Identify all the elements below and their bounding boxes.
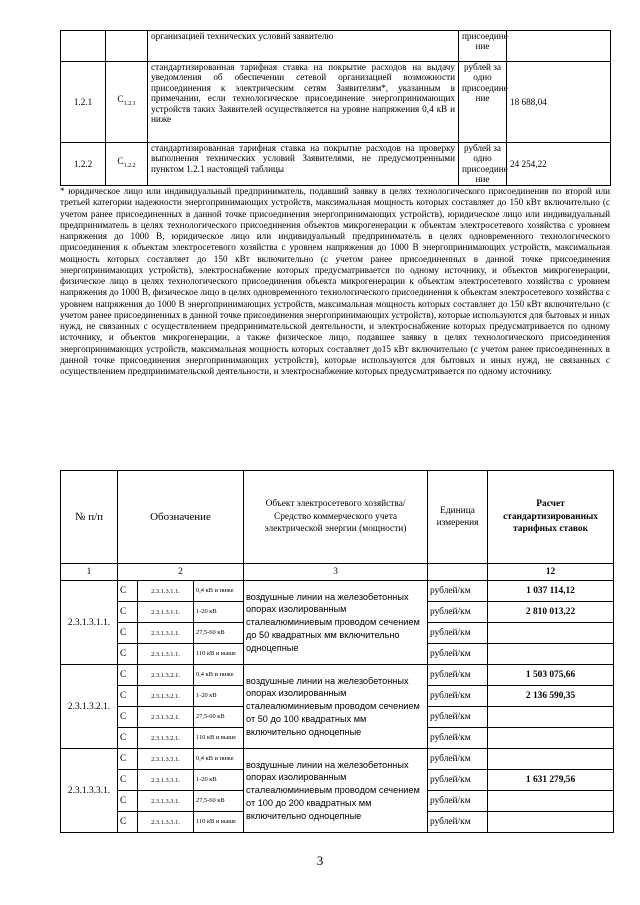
group-number: 2.3.1.3.3.1. — [61, 749, 118, 833]
header-object: Объект электросетевого хозяйства/ Средство коммерческого учета электрической энергии (мощности) — [244, 471, 428, 564]
cell-value — [488, 644, 614, 665]
header-unit: Единица измерения — [428, 471, 488, 564]
cell-value — [488, 728, 614, 749]
cell-value: 1 503 075,66 — [488, 665, 614, 686]
cell-unit: рублей/км — [428, 686, 488, 707]
table-header-row — [61, 471, 614, 564]
table-row — [61, 62, 611, 143]
cell-voltage: 0,4 кВ и ниже — [194, 749, 244, 770]
cell-unit: рублей/км — [428, 707, 488, 728]
cell-c: C — [118, 686, 138, 707]
cell-code: 2.3.1.3.1.1. — [138, 602, 194, 623]
cell — [106, 31, 148, 62]
cell-code: 2.3.1.3.2.1. — [138, 707, 194, 728]
cell-c: C — [118, 665, 138, 686]
cell-c: C — [118, 623, 138, 644]
group-number: 2.3.1.3.1.1. — [61, 581, 118, 665]
cell-voltage: 110 кВ и выше — [194, 728, 244, 749]
cell-description: организацией технических условий заявителю — [148, 31, 459, 62]
cell-unit: рублей/км — [428, 749, 488, 770]
cell-unit: рублей/км — [428, 770, 488, 791]
cell-unit: рублей/км — [428, 623, 488, 644]
cell-value: 24 254,22 — [507, 143, 611, 186]
cell-value: 1 631 279,56 — [488, 770, 614, 791]
cell-description: стандартизированная тарифная ставка на покрытие расходов на проверку выполнения технических условий Заявителями, не предусмотренными пунктом 1.2.1 настоящей таблицы — [148, 143, 459, 186]
cell-code: 2.3.1.3.2.1. — [138, 665, 194, 686]
header-number: № п/п — [61, 471, 118, 564]
cell-voltage: 27,5-60 кВ — [194, 623, 244, 644]
code-letter: C — [117, 156, 124, 167]
cell-code: 2.3.1.3.2.1. — [138, 728, 194, 749]
cell-c: C — [118, 581, 138, 602]
cell-value: 2 810 013,22 — [488, 602, 614, 623]
table-row — [61, 143, 611, 186]
cell-voltage: 0,4 кВ и ниже — [194, 665, 244, 686]
cell-unit: рублей/км — [428, 728, 488, 749]
cell-unit: рублей за одно присоедине ние — [459, 62, 507, 143]
cell-code: 2.3.1.3.2.1. — [138, 686, 194, 707]
cell-value — [488, 791, 614, 812]
cell-voltage: 27,5-60 кВ — [194, 791, 244, 812]
cell-code — [106, 143, 148, 186]
cell — [61, 31, 106, 62]
col-number — [428, 564, 488, 581]
cell-code: 2.3.1.3.3.1. — [138, 812, 194, 833]
tariff-table-top — [60, 30, 611, 186]
col-number: 1 — [61, 564, 118, 581]
cell-code: 2.3.1.3.3.1. — [138, 770, 194, 791]
cell — [507, 31, 611, 62]
cell-unit: присоедине ние — [459, 31, 507, 62]
cell-unit: рублей/км — [428, 581, 488, 602]
code-subscript: 1.2.1 — [123, 101, 136, 108]
cell-unit: рублей/км — [428, 644, 488, 665]
cell-value — [488, 749, 614, 770]
cell-voltage: 110 кВ и выше — [194, 644, 244, 665]
column-numbers-row — [61, 564, 614, 581]
table-row — [61, 31, 611, 62]
col-number: 2 — [118, 564, 244, 581]
cell-c: C — [118, 749, 138, 770]
header-calc: Расчет стандартизированных тарифных ставок — [488, 471, 614, 564]
cell-c: C — [118, 602, 138, 623]
cell-code: 2.3.1.3.3.1. — [138, 749, 194, 770]
code-letter: C — [117, 94, 124, 105]
cell-value — [488, 707, 614, 728]
cell-unit: рублей/км — [428, 602, 488, 623]
cell-c: C — [118, 707, 138, 728]
footnote-text: * юридическое лицо или индивидуальный предприниматель, подавший заявку в целях технологического присоединения по второй или третьей категории надежности энергопринимающих устройств, максимальная мощность которых составляет до 150 кВт включительно (с учетом ранее присоединенных в данной точке присоединения энергопринимающих устройств), юридическое лицо или индивидуальный предприниматель в целях технологического присоединения объектов микрогенерации к объектам электросетевого хозяйства с уровнем напряжения до 1000 В, юридическое лицо или индивидуальный предприниматель в целях одновременного технологического присоединения к объектам электросетевого хозяйства с уровнем напряжения до 1000 В энергопринимающих устройств, максимальная мощность которых составляет до 150 кВт включительно (с учетом ранее присоединенных в данной точке присоединения энергопринимающих устройств), электроснабжение которых предусматривается по одному источнику, и объектов микрогенерации, физическое лицо в целях технологического присоединения объекта микрогенерации к объектам электросетевого хозяйства с уровнем напряжения до 1000 В, физическое лицо в целях одновременного технологического присоединения к объектам электросетевого хозяйства с уровнем напряжения до 1000 В энергопринимающих устройств, максимальная мощность которых составляет до 150 кВт включительно (с учетом ранее присоединенных в данной точке присоединения энергопринимающих устройств), которые используются для бытовых и иных нужд, не связанных с осуществлением предпринимательской деятельности, и электроснабжение которых предусматривается по одному источнику, и объектов микрогенерации, а также физическое лицо, подавшее заявку в целях технологического присоединения энергопринимающих устройств, максимальная мощность которых составляет до15 кВт включительно (с учетом ранее присоединенных в данной точке присоединения энергопринимающих устройств), которые используются для бытовых и иных нужд, не связанных с осуществлением предпринимательской деятельности, и электроснабжение которых предусматривается по одному источнику. — [60, 186, 610, 376]
cell-code: 2.3.1.3.1.1. — [138, 623, 194, 644]
table-row — [61, 581, 614, 602]
cell-value: 2 136 590,35 — [488, 686, 614, 707]
cell-c: C — [118, 770, 138, 791]
cell-code: 2.3.1.3.1.1. — [138, 581, 194, 602]
table-row — [61, 749, 614, 770]
col-number: 3 — [244, 564, 428, 581]
cell-c: C — [118, 644, 138, 665]
cell-code: 2.3.1.3.1.1. — [138, 644, 194, 665]
page-number: 3 — [316, 853, 324, 868]
cell-c: C — [118, 728, 138, 749]
group-number: 2.3.1.3.2.1. — [61, 665, 118, 749]
cell-unit: рублей/км — [428, 791, 488, 812]
cell-value: 18 688,04 — [507, 62, 611, 143]
cell-code — [106, 62, 148, 143]
cell-voltage: 1-20 кВ — [194, 686, 244, 707]
cell-value: 1 037 114,12 — [488, 581, 614, 602]
header-designation: Обозначение — [118, 471, 244, 564]
table-row — [61, 665, 614, 686]
cell-description: воздушные линии на железобетонных опорах изолированным сталеалюминиевым проводом сечением от 50 до 100 квадратных мм включительно одноцепные — [244, 665, 428, 749]
cell-code: 2.3.1.3.3.1. — [138, 791, 194, 812]
cell-number: 1.2.2 — [61, 143, 106, 186]
cell-voltage: 1-20 кВ — [194, 602, 244, 623]
cell-voltage: 110 кВ и выше — [194, 812, 244, 833]
cell-number: 1.2.1 — [61, 62, 106, 143]
tariff-table-main — [60, 470, 614, 833]
cell-unit: рублей/км — [428, 812, 488, 833]
cell-value — [488, 623, 614, 644]
col-number: 12 — [488, 564, 614, 581]
cell-unit: рублей/км — [428, 665, 488, 686]
cell-description: воздушные линии на железобетонных опорах изолированным сталеалюминиевым проводом сечением от 100 до 200 квадратных мм включительно одноцепные — [244, 749, 428, 833]
code-subscript: 1.2.2 — [123, 163, 136, 170]
cell-unit: рублей за одно присоедине ние — [459, 143, 507, 186]
cell-voltage: 1-20 кВ — [194, 770, 244, 791]
cell-voltage: 27,5-60 кВ — [194, 707, 244, 728]
cell-c: C — [118, 791, 138, 812]
cell-value — [488, 812, 614, 833]
cell-description: стандартизированная тарифная ставка на покрытие расходов на выдачу уведомления об обеспечении сетевой организацией возможности присоединения к электрическим сетям Заявителям*, указанным в примечании, если технологическое присоединение энергопринимающих устройств таких Заявителей осуществляется на уровне напряжения 0,4 кВ и ниже — [148, 62, 459, 143]
cell-description: воздушные линии на железобетонных опорах изолированным сталеалюминиевым проводом сечением до 50 квадратных мм включительно одноцепные — [244, 581, 428, 665]
cell-voltage: 0,4 кВ и ниже — [194, 581, 244, 602]
cell-c: C — [118, 812, 138, 833]
